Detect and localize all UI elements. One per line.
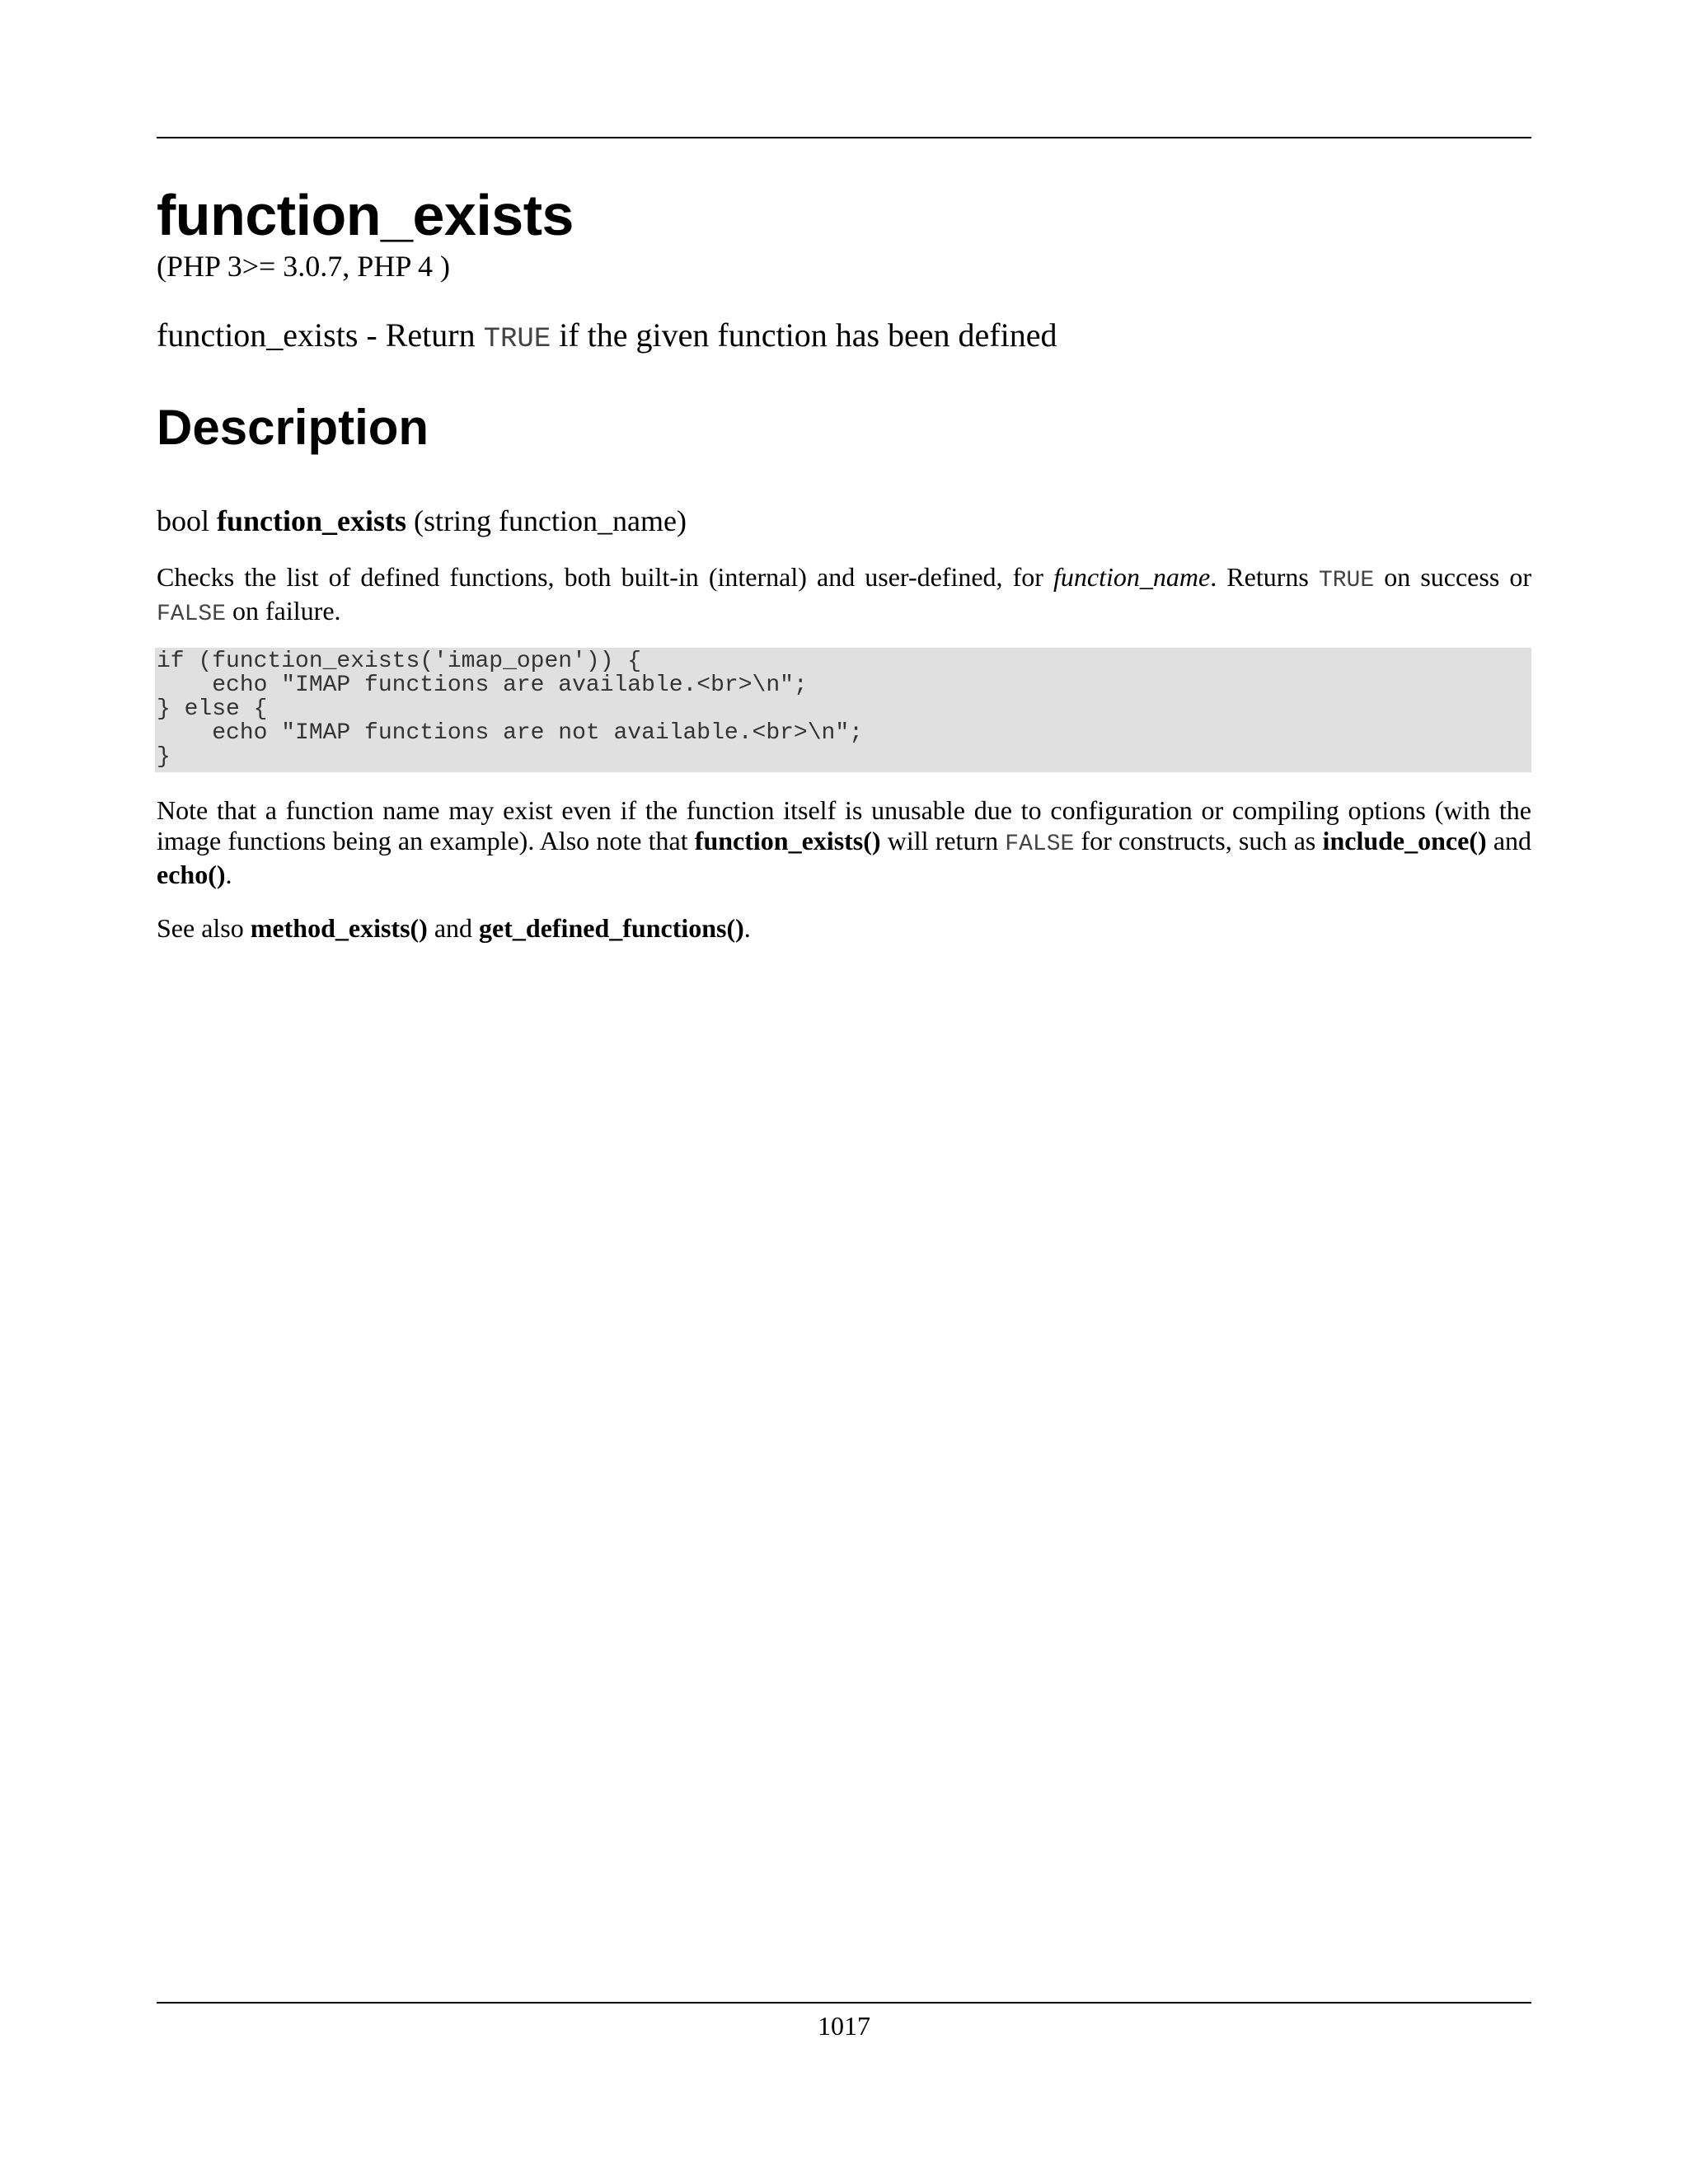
para-text: on success or (1374, 562, 1532, 593)
note-paragraph (157, 795, 1531, 890)
version-info: (PHP 3>= 3.0.7, PHP 4 ) (157, 250, 450, 283)
refpurpose (157, 316, 1531, 357)
code-example (155, 648, 1531, 772)
para-text: on failure. (226, 596, 341, 626)
function-reference: function_exists() (694, 826, 881, 856)
purpose-text-before: function_exists - Return (157, 316, 484, 354)
para-text: See also (157, 913, 251, 944)
para-text: . Returns (1210, 562, 1319, 593)
manual-entry (157, 183, 1532, 944)
purpose-text-after: if the given function has been defined (551, 316, 1057, 354)
see-also-link-get-defined-functions: get_defined_functions() (479, 913, 744, 944)
code-line: echo "IMAP functions are not available.<br>\n"; (157, 720, 863, 747)
construct-include-once: include_once() (1322, 826, 1487, 856)
para-text: and (1486, 826, 1532, 856)
para-text: and (427, 913, 480, 944)
function-synopsis (157, 504, 1531, 539)
description-paragraph (157, 562, 1531, 630)
para-text: for constructs, such as (1074, 826, 1323, 856)
para-text: will return (880, 826, 1006, 856)
page-title: function_exists (157, 183, 574, 247)
return-type: bool (157, 504, 218, 537)
construct-echo: echo() (157, 860, 226, 890)
false-literal: FALSE (157, 602, 227, 628)
para-text: Checks the list of defined functions, both built-in (internal) and user-defined, for (157, 562, 1054, 593)
footer-rule (157, 2002, 1531, 2004)
code-line: echo "IMAP functions are available.<br>\n"; (157, 673, 808, 699)
see-also-paragraph (157, 913, 1531, 944)
synopsis-params: (string function_name) (406, 504, 687, 537)
code-line: } else { (157, 696, 268, 723)
parameter-name: function_name (1053, 562, 1211, 593)
true-literal: TRUE (1318, 568, 1375, 594)
para-text: . (225, 860, 232, 890)
code-line: if (function_exists('imap_open')) { (157, 649, 642, 675)
false-literal: FALSE (1005, 832, 1075, 858)
page-number: 1017 (818, 2011, 870, 2041)
see-also-link-method-exists: method_exists() (250, 913, 428, 944)
para-text: . (743, 913, 751, 944)
header-rule (157, 137, 1531, 138)
true-literal: TRUE (483, 324, 551, 356)
para-text: Note that a function name may exist even if the function itself is unusable due to configuration or compiling options (with the image functions being an example). Also note that (157, 795, 1531, 856)
section-heading-description: Description (157, 399, 429, 455)
synopsis-function-name: function_exists (217, 504, 407, 537)
code-line: } (157, 744, 171, 771)
